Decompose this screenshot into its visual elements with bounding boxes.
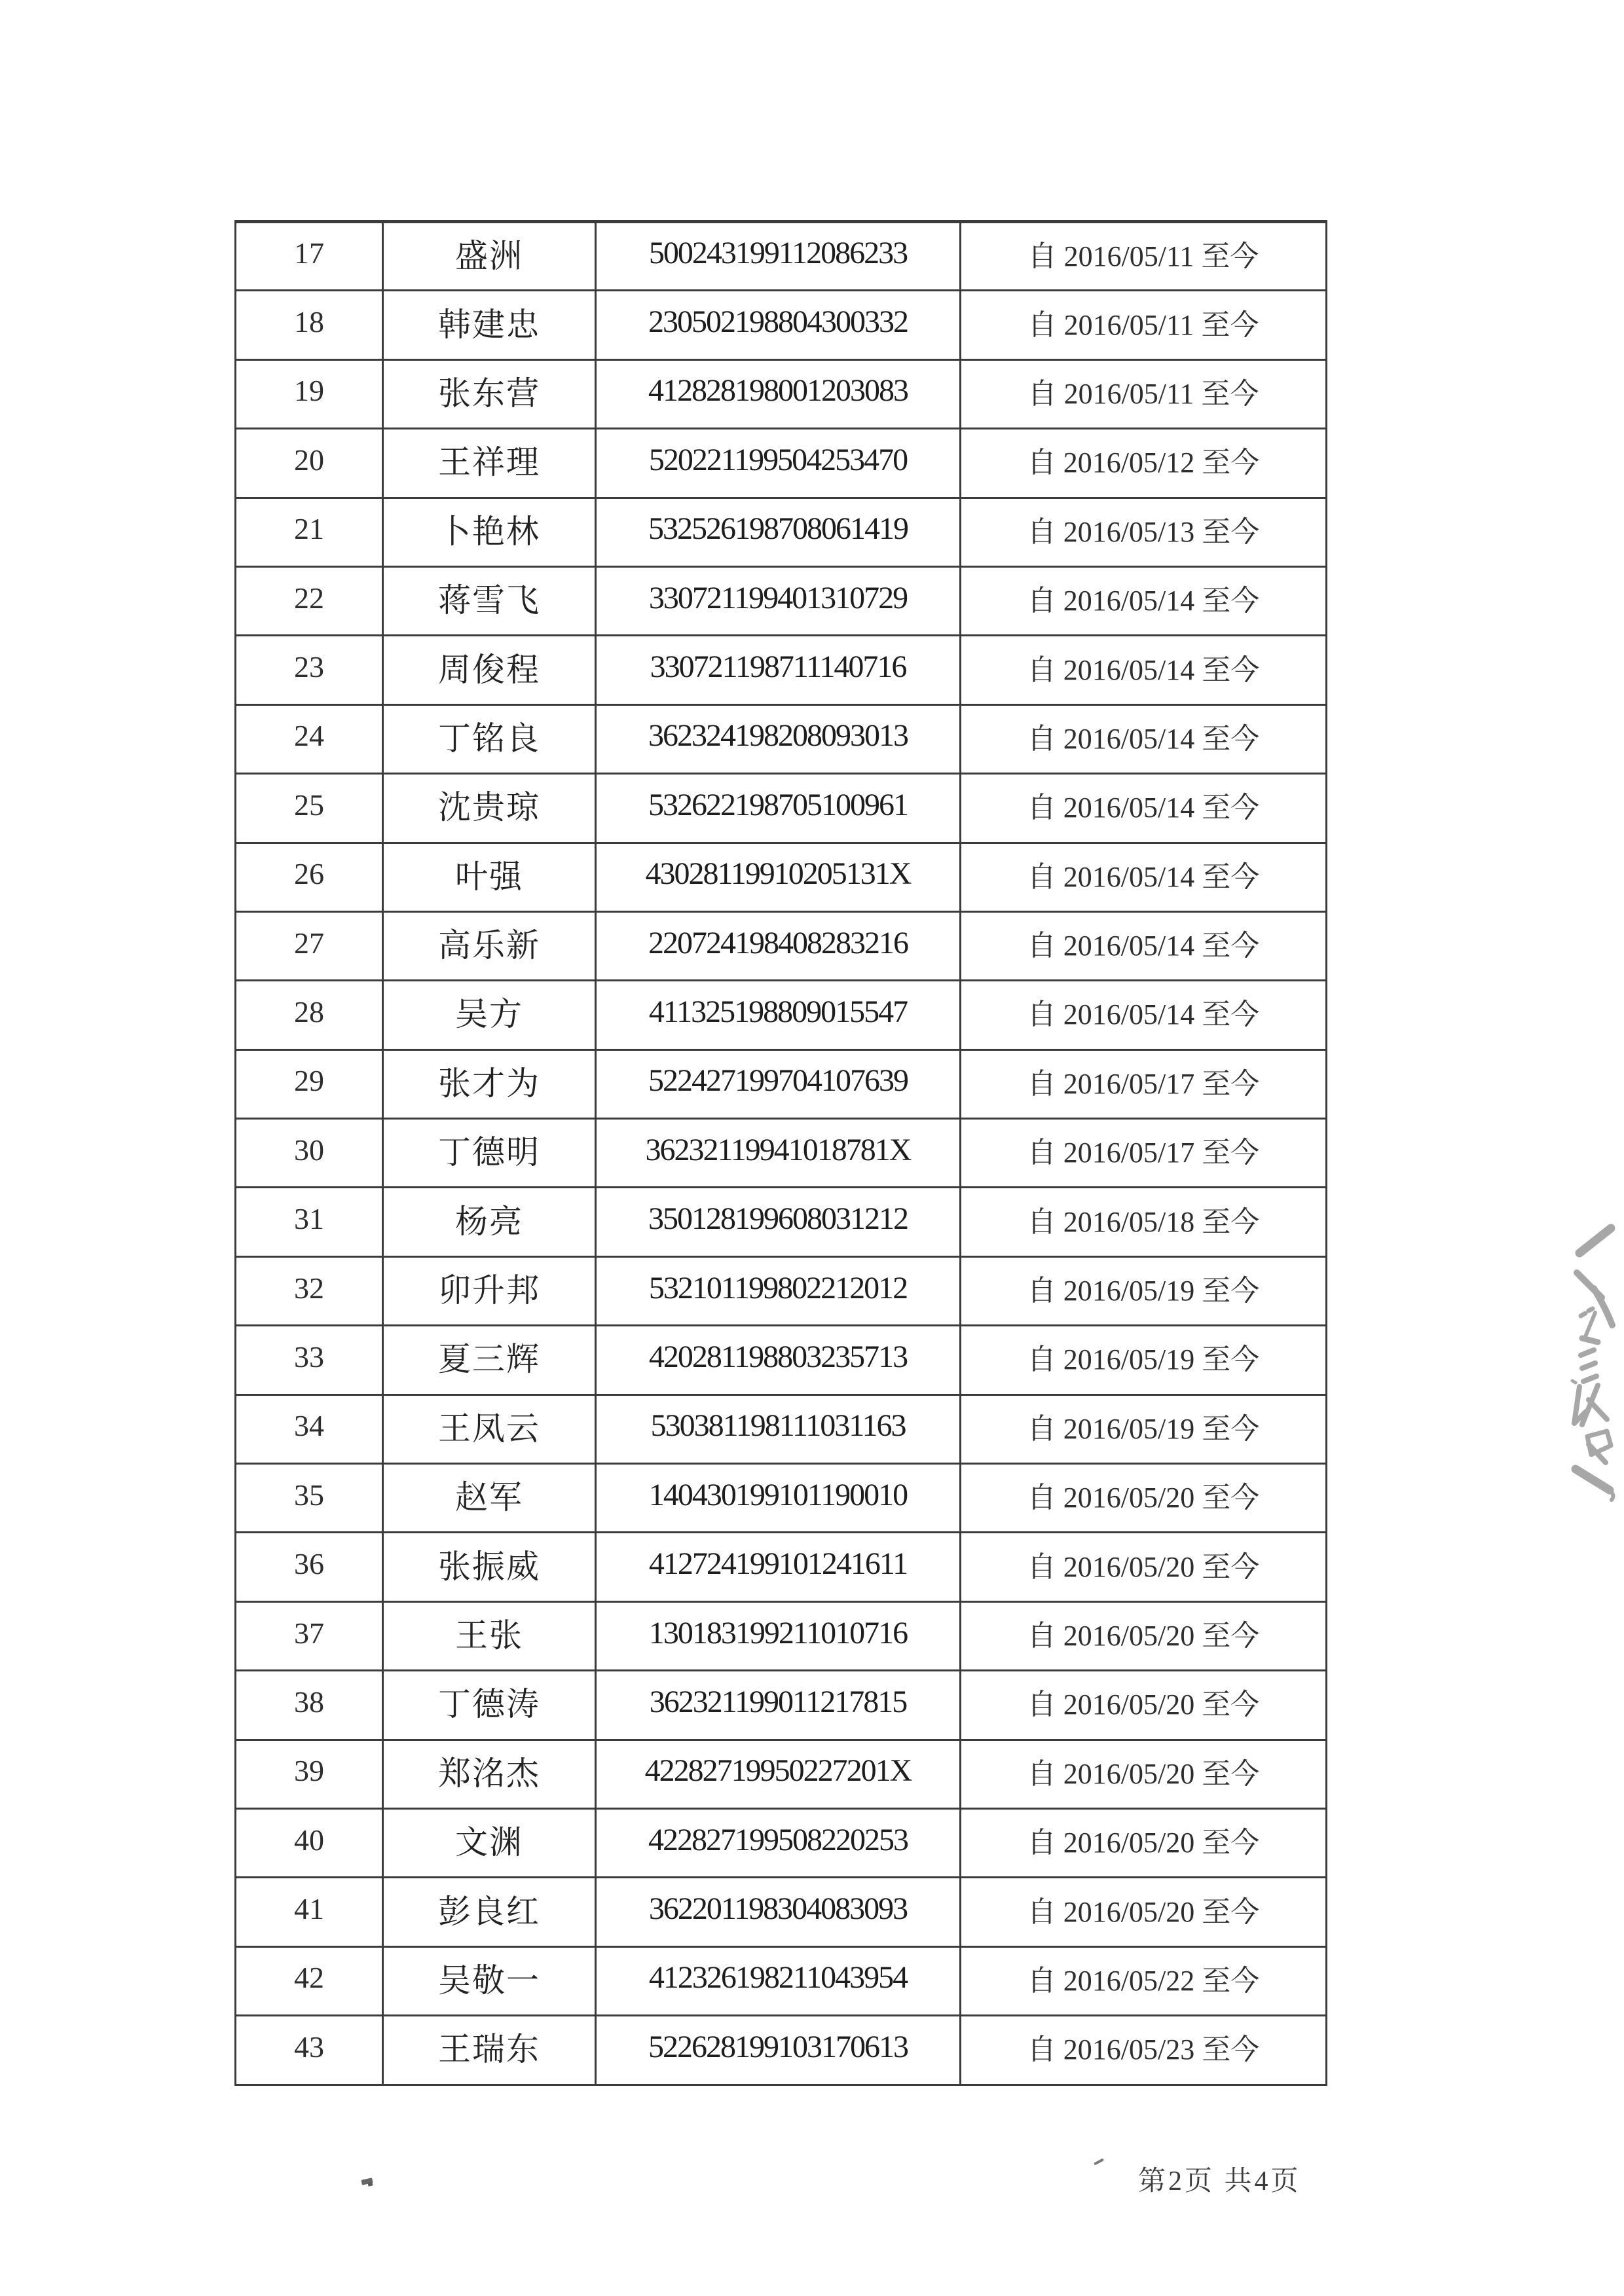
row-number-cell: 19 xyxy=(236,359,383,428)
row-number-cell: 25 xyxy=(236,774,383,843)
name-cell: 吴方 xyxy=(383,981,596,1049)
row-number-cell: 32 xyxy=(236,1256,383,1325)
period-cell: 自 2016/05/17 至今 xyxy=(961,1049,1327,1118)
period-cell: 自 2016/05/18 至今 xyxy=(961,1188,1327,1256)
id-number-cell: 412724199101241611 xyxy=(596,1533,961,1601)
id-number-cell: 42282719950227201X xyxy=(596,1740,961,1808)
table-row xyxy=(236,1671,1327,1740)
row-number-cell: 34 xyxy=(236,1394,383,1463)
row-number-cell: 28 xyxy=(236,981,383,1049)
name-cell: 盛洲 xyxy=(383,222,596,291)
id-number-cell: 532101199802212012 xyxy=(596,1256,961,1325)
row-number-cell: 31 xyxy=(236,1188,383,1256)
id-number-cell: 362201198304083093 xyxy=(596,1878,961,1946)
name-cell: 丁铭良 xyxy=(383,704,596,773)
name-cell: 赵军 xyxy=(383,1464,596,1533)
row-number-cell: 23 xyxy=(236,636,383,704)
table-row xyxy=(236,359,1327,428)
table-row xyxy=(236,1740,1327,1808)
roster-table xyxy=(234,220,1327,2086)
table-row xyxy=(236,291,1327,359)
row-number-cell: 27 xyxy=(236,911,383,980)
id-number-cell: 522628199103170613 xyxy=(596,2016,961,2085)
period-cell: 自 2016/05/11 至今 xyxy=(961,222,1327,291)
id-number-cell: 420281198803235713 xyxy=(596,1326,961,1394)
id-number-cell: 362321199011217815 xyxy=(596,1671,961,1740)
name-cell: 卯升邦 xyxy=(383,1256,596,1325)
table-row xyxy=(236,1464,1327,1533)
table-row xyxy=(236,1878,1327,1946)
period-cell: 自 2016/05/14 至今 xyxy=(961,774,1327,843)
id-number-cell: 520221199504253470 xyxy=(596,429,961,498)
period-cell: 自 2016/05/20 至今 xyxy=(961,1808,1327,1877)
table-row xyxy=(236,429,1327,498)
name-cell: 杨亮 xyxy=(383,1188,596,1256)
name-cell: 蒋雪飞 xyxy=(383,566,596,635)
name-cell: 沈贵琼 xyxy=(383,774,596,843)
period-cell: 自 2016/05/14 至今 xyxy=(961,843,1327,911)
table-row xyxy=(236,911,1327,980)
row-number-cell: 29 xyxy=(236,1049,383,1118)
id-number-cell: 36232119941018781X xyxy=(596,1119,961,1188)
table-row xyxy=(236,1326,1327,1394)
handwriting-stamp-fragment xyxy=(1564,1212,1624,1520)
period-cell: 自 2016/05/14 至今 xyxy=(961,704,1327,773)
name-cell: 王凤云 xyxy=(383,1394,596,1463)
id-number-cell: 220724198408283216 xyxy=(596,911,961,980)
row-number-cell: 42 xyxy=(236,1946,383,2015)
row-number-cell: 43 xyxy=(236,2016,383,2085)
table-row xyxy=(236,843,1327,911)
table-row xyxy=(236,704,1327,773)
period-cell: 自 2016/05/20 至今 xyxy=(961,1878,1327,1946)
scan-speck xyxy=(361,2178,373,2185)
period-cell: 自 2016/05/19 至今 xyxy=(961,1326,1327,1394)
name-cell: 王祥理 xyxy=(383,429,596,498)
table-row xyxy=(236,774,1327,843)
row-number-cell: 17 xyxy=(236,222,383,291)
table-row xyxy=(236,1946,1327,2015)
name-cell: 丁德涛 xyxy=(383,1671,596,1740)
id-number-cell: 130183199211010716 xyxy=(596,1601,961,1670)
row-number-cell: 41 xyxy=(236,1878,383,1946)
table-row xyxy=(236,1808,1327,1877)
page-footer: 第2页 共4页 xyxy=(1138,2166,1301,2196)
table-row xyxy=(236,1049,1327,1118)
period-cell: 自 2016/05/20 至今 xyxy=(961,1601,1327,1670)
name-cell: 张振威 xyxy=(383,1533,596,1601)
table-row xyxy=(236,1533,1327,1601)
name-cell: 彭良红 xyxy=(383,1878,596,1946)
roster-table-body xyxy=(236,222,1327,2085)
id-number-cell: 140430199101190010 xyxy=(596,1464,961,1533)
row-number-cell: 20 xyxy=(236,429,383,498)
period-cell: 自 2016/05/20 至今 xyxy=(961,1464,1327,1533)
table-row xyxy=(236,222,1327,291)
row-number-cell: 38 xyxy=(236,1671,383,1740)
table-row xyxy=(236,1394,1327,1463)
id-number-cell: 422827199508220253 xyxy=(596,1808,961,1877)
period-cell: 自 2016/05/17 至今 xyxy=(961,1119,1327,1188)
name-cell: 郑洺杰 xyxy=(383,1740,596,1808)
period-cell: 自 2016/05/19 至今 xyxy=(961,1256,1327,1325)
table-row xyxy=(236,498,1327,566)
row-number-cell: 37 xyxy=(236,1601,383,1670)
name-cell: 文渊 xyxy=(383,1808,596,1877)
period-cell: 自 2016/05/20 至今 xyxy=(961,1740,1327,1808)
period-cell: 自 2016/05/14 至今 xyxy=(961,566,1327,635)
name-cell: 吴敬一 xyxy=(383,1946,596,2015)
period-cell: 自 2016/05/20 至今 xyxy=(961,1671,1327,1740)
id-number-cell: 530381198111031163 xyxy=(596,1394,961,1463)
row-number-cell: 36 xyxy=(236,1533,383,1601)
id-number-cell: 330721199401310729 xyxy=(596,566,961,635)
row-number-cell: 22 xyxy=(236,566,383,635)
row-number-cell: 39 xyxy=(236,1740,383,1808)
period-cell: 自 2016/05/19 至今 xyxy=(961,1394,1327,1463)
table-row xyxy=(236,566,1327,635)
period-cell: 自 2016/05/11 至今 xyxy=(961,359,1327,428)
row-number-cell: 24 xyxy=(236,704,383,773)
scan-tick-mark xyxy=(1094,2158,1104,2165)
name-cell: 叶强 xyxy=(383,843,596,911)
table-row xyxy=(236,1601,1327,1670)
table-row xyxy=(236,1256,1327,1325)
id-number-cell: 412326198211043954 xyxy=(596,1946,961,2015)
id-number-cell: 350128199608031212 xyxy=(596,1188,961,1256)
period-cell: 自 2016/05/20 至今 xyxy=(961,1533,1327,1601)
row-number-cell: 35 xyxy=(236,1464,383,1533)
period-cell: 自 2016/05/14 至今 xyxy=(961,981,1327,1049)
period-cell: 自 2016/05/13 至今 xyxy=(961,498,1327,566)
table-row xyxy=(236,636,1327,704)
period-cell: 自 2016/05/14 至今 xyxy=(961,636,1327,704)
name-cell: 韩建忠 xyxy=(383,291,596,359)
table-row xyxy=(236,1188,1327,1256)
name-cell: 夏三辉 xyxy=(383,1326,596,1394)
id-number-cell: 500243199112086233 xyxy=(596,222,961,291)
period-cell: 自 2016/05/23 至今 xyxy=(961,2016,1327,2085)
period-cell: 自 2016/05/14 至今 xyxy=(961,911,1327,980)
name-cell: 王瑞东 xyxy=(383,2016,596,2085)
row-number-cell: 18 xyxy=(236,291,383,359)
id-number-cell: 43028119910205131X xyxy=(596,843,961,911)
period-cell: 自 2016/05/22 至今 xyxy=(961,1946,1327,2015)
id-number-cell: 532622198705100961 xyxy=(596,774,961,843)
name-cell: 张才为 xyxy=(383,1049,596,1118)
row-number-cell: 30 xyxy=(236,1119,383,1188)
id-number-cell: 362324198208093013 xyxy=(596,704,961,773)
period-cell: 自 2016/05/11 至今 xyxy=(961,291,1327,359)
row-number-cell: 21 xyxy=(236,498,383,566)
table-row xyxy=(236,2016,1327,2085)
name-cell: 王张 xyxy=(383,1601,596,1670)
name-cell: 张东营 xyxy=(383,359,596,428)
id-number-cell: 532526198708061419 xyxy=(596,498,961,566)
id-number-cell: 412828198001203083 xyxy=(596,359,961,428)
name-cell: 卜艳林 xyxy=(383,498,596,566)
table-row xyxy=(236,1119,1327,1188)
id-number-cell: 330721198711140716 xyxy=(596,636,961,704)
table-row xyxy=(236,981,1327,1049)
name-cell: 丁德明 xyxy=(383,1119,596,1188)
id-number-cell: 522427199704107639 xyxy=(596,1049,961,1118)
row-number-cell: 40 xyxy=(236,1808,383,1877)
id-number-cell: 411325198809015547 xyxy=(596,981,961,1049)
row-number-cell: 33 xyxy=(236,1326,383,1394)
stamp-strokes xyxy=(1572,1228,1613,1500)
id-number-cell: 230502198804300332 xyxy=(596,291,961,359)
row-number-cell: 26 xyxy=(236,843,383,911)
name-cell: 周俊程 xyxy=(383,636,596,704)
period-cell: 自 2016/05/12 至今 xyxy=(961,429,1327,498)
name-cell: 高乐新 xyxy=(383,911,596,980)
